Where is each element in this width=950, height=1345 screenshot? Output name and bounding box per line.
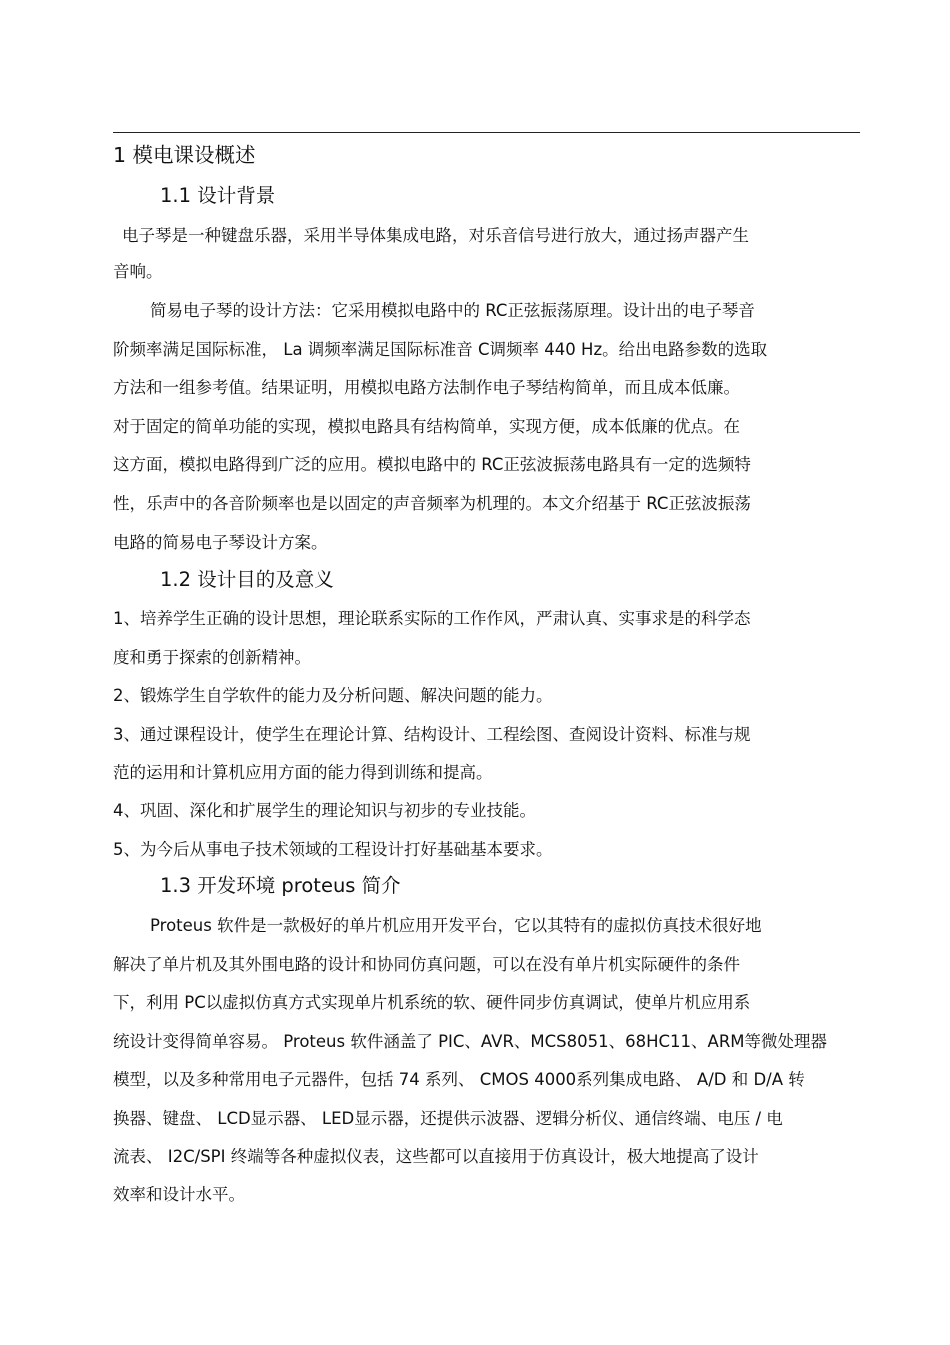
paragraph-line: 性，乐声中的各音阶频率也是以固定的声音频率为机理的。本文介绍基于 RC正弦波振荡 bbox=[113, 494, 751, 513]
section-heading-1-3: 1.3 开发环境 proteus 简介 bbox=[160, 874, 401, 897]
chapter-title: 1 模电课设概述 bbox=[113, 143, 256, 167]
paragraph-line: 换器、键盘、 LCD显示器、 LED显示器，还提供示波器、逻辑分析仪、通信终端、电压 / 电 bbox=[113, 1109, 783, 1128]
paragraph-line: 对于固定的简单功能的实现，模拟电路具有结构简单，实现方便，成本低廉的优点。在 bbox=[113, 417, 740, 436]
section-heading-1-1: 1.1 设计背景 bbox=[160, 184, 276, 207]
paragraph-line: 电子琴是一种键盘乐器，采用半导体集成电路，对乐音信号进行放大，通过扬声器产生 bbox=[122, 226, 749, 245]
paragraph-line: 这方面，模拟电路得到广泛的应用。模拟电路中的 RC正弦波振荡电路具有一定的选频特 bbox=[113, 455, 751, 474]
paragraph-line: 阶频率满足国际标准， La 调频率满足国际标准音 C调频率 440 Hz。给出电路参数的选取 bbox=[113, 340, 768, 359]
list-item: 度和勇于探索的创新精神。 bbox=[113, 648, 311, 667]
paragraph-line: 方法和一组参考值。结果证明，用模拟电路方法制作电子琴结构简单，而且成本低廉。 bbox=[113, 378, 740, 397]
list-item: 4、巩固、深化和扩展学生的理论知识与初步的专业技能。 bbox=[113, 801, 536, 820]
paragraph-line: 简易电子琴的设计方法：它采用模拟电路中的 RC正弦振荡原理。设计出的电子琴音 bbox=[150, 301, 755, 320]
paragraph-line: 音响。 bbox=[113, 262, 163, 281]
paragraph-line: 解决了单片机及其外围电路的设计和协同仿真问题，可以在没有单片机实际硬件的条件 bbox=[113, 955, 740, 974]
paragraph-line: 效率和设计水平。 bbox=[113, 1185, 245, 1204]
paragraph-line: 下，利用 PC以虚拟仿真方式实现单片机系统的软、硬件同步仿真调试，使单片机应用系 bbox=[113, 993, 751, 1012]
list-item: 1、培养学生正确的设计思想，理论联系实际的工作作风，严肃认真、实事求是的科学态 bbox=[113, 609, 751, 628]
paragraph-line: 电路的简易电子琴设计方案。 bbox=[113, 533, 328, 552]
list-item: 5、为今后从事电子技术领域的工程设计打好基础基本要求。 bbox=[113, 840, 553, 859]
paragraph-line: 统设计变得简单容易。 Proteus 软件涵盖了 PIC、AVR、MCS8051、68HC11、ARM等微处理器 bbox=[113, 1032, 828, 1051]
section-heading-1-2: 1.2 设计目的及意义 bbox=[160, 568, 334, 591]
header-rule bbox=[113, 132, 860, 133]
list-item: 范的运用和计算机应用方面的能力得到训练和提高。 bbox=[113, 763, 493, 782]
paragraph-line: 流表、 I2C/SPI 终端等各种虚拟仪表，这些都可以直接用于仿真设计，极大地提高了设计 bbox=[113, 1147, 759, 1166]
list-item: 2、锻炼学生自学软件的能力及分析问题、解决问题的能力。 bbox=[113, 686, 553, 705]
paragraph-line: 模型，以及多种常用电子元器件，包括 74 系列、 CMOS 4000系列集成电路、 A/D 和 D/A 转 bbox=[113, 1070, 805, 1089]
list-item: 3、通过课程设计，使学生在理论计算、结构设计、工程绘图、查阅设计资料、标准与规 bbox=[113, 725, 751, 744]
paragraph-line: Proteus 软件是一款极好的单片机应用开发平台，它以其特有的虚拟仿真技术很好地 bbox=[150, 916, 762, 935]
